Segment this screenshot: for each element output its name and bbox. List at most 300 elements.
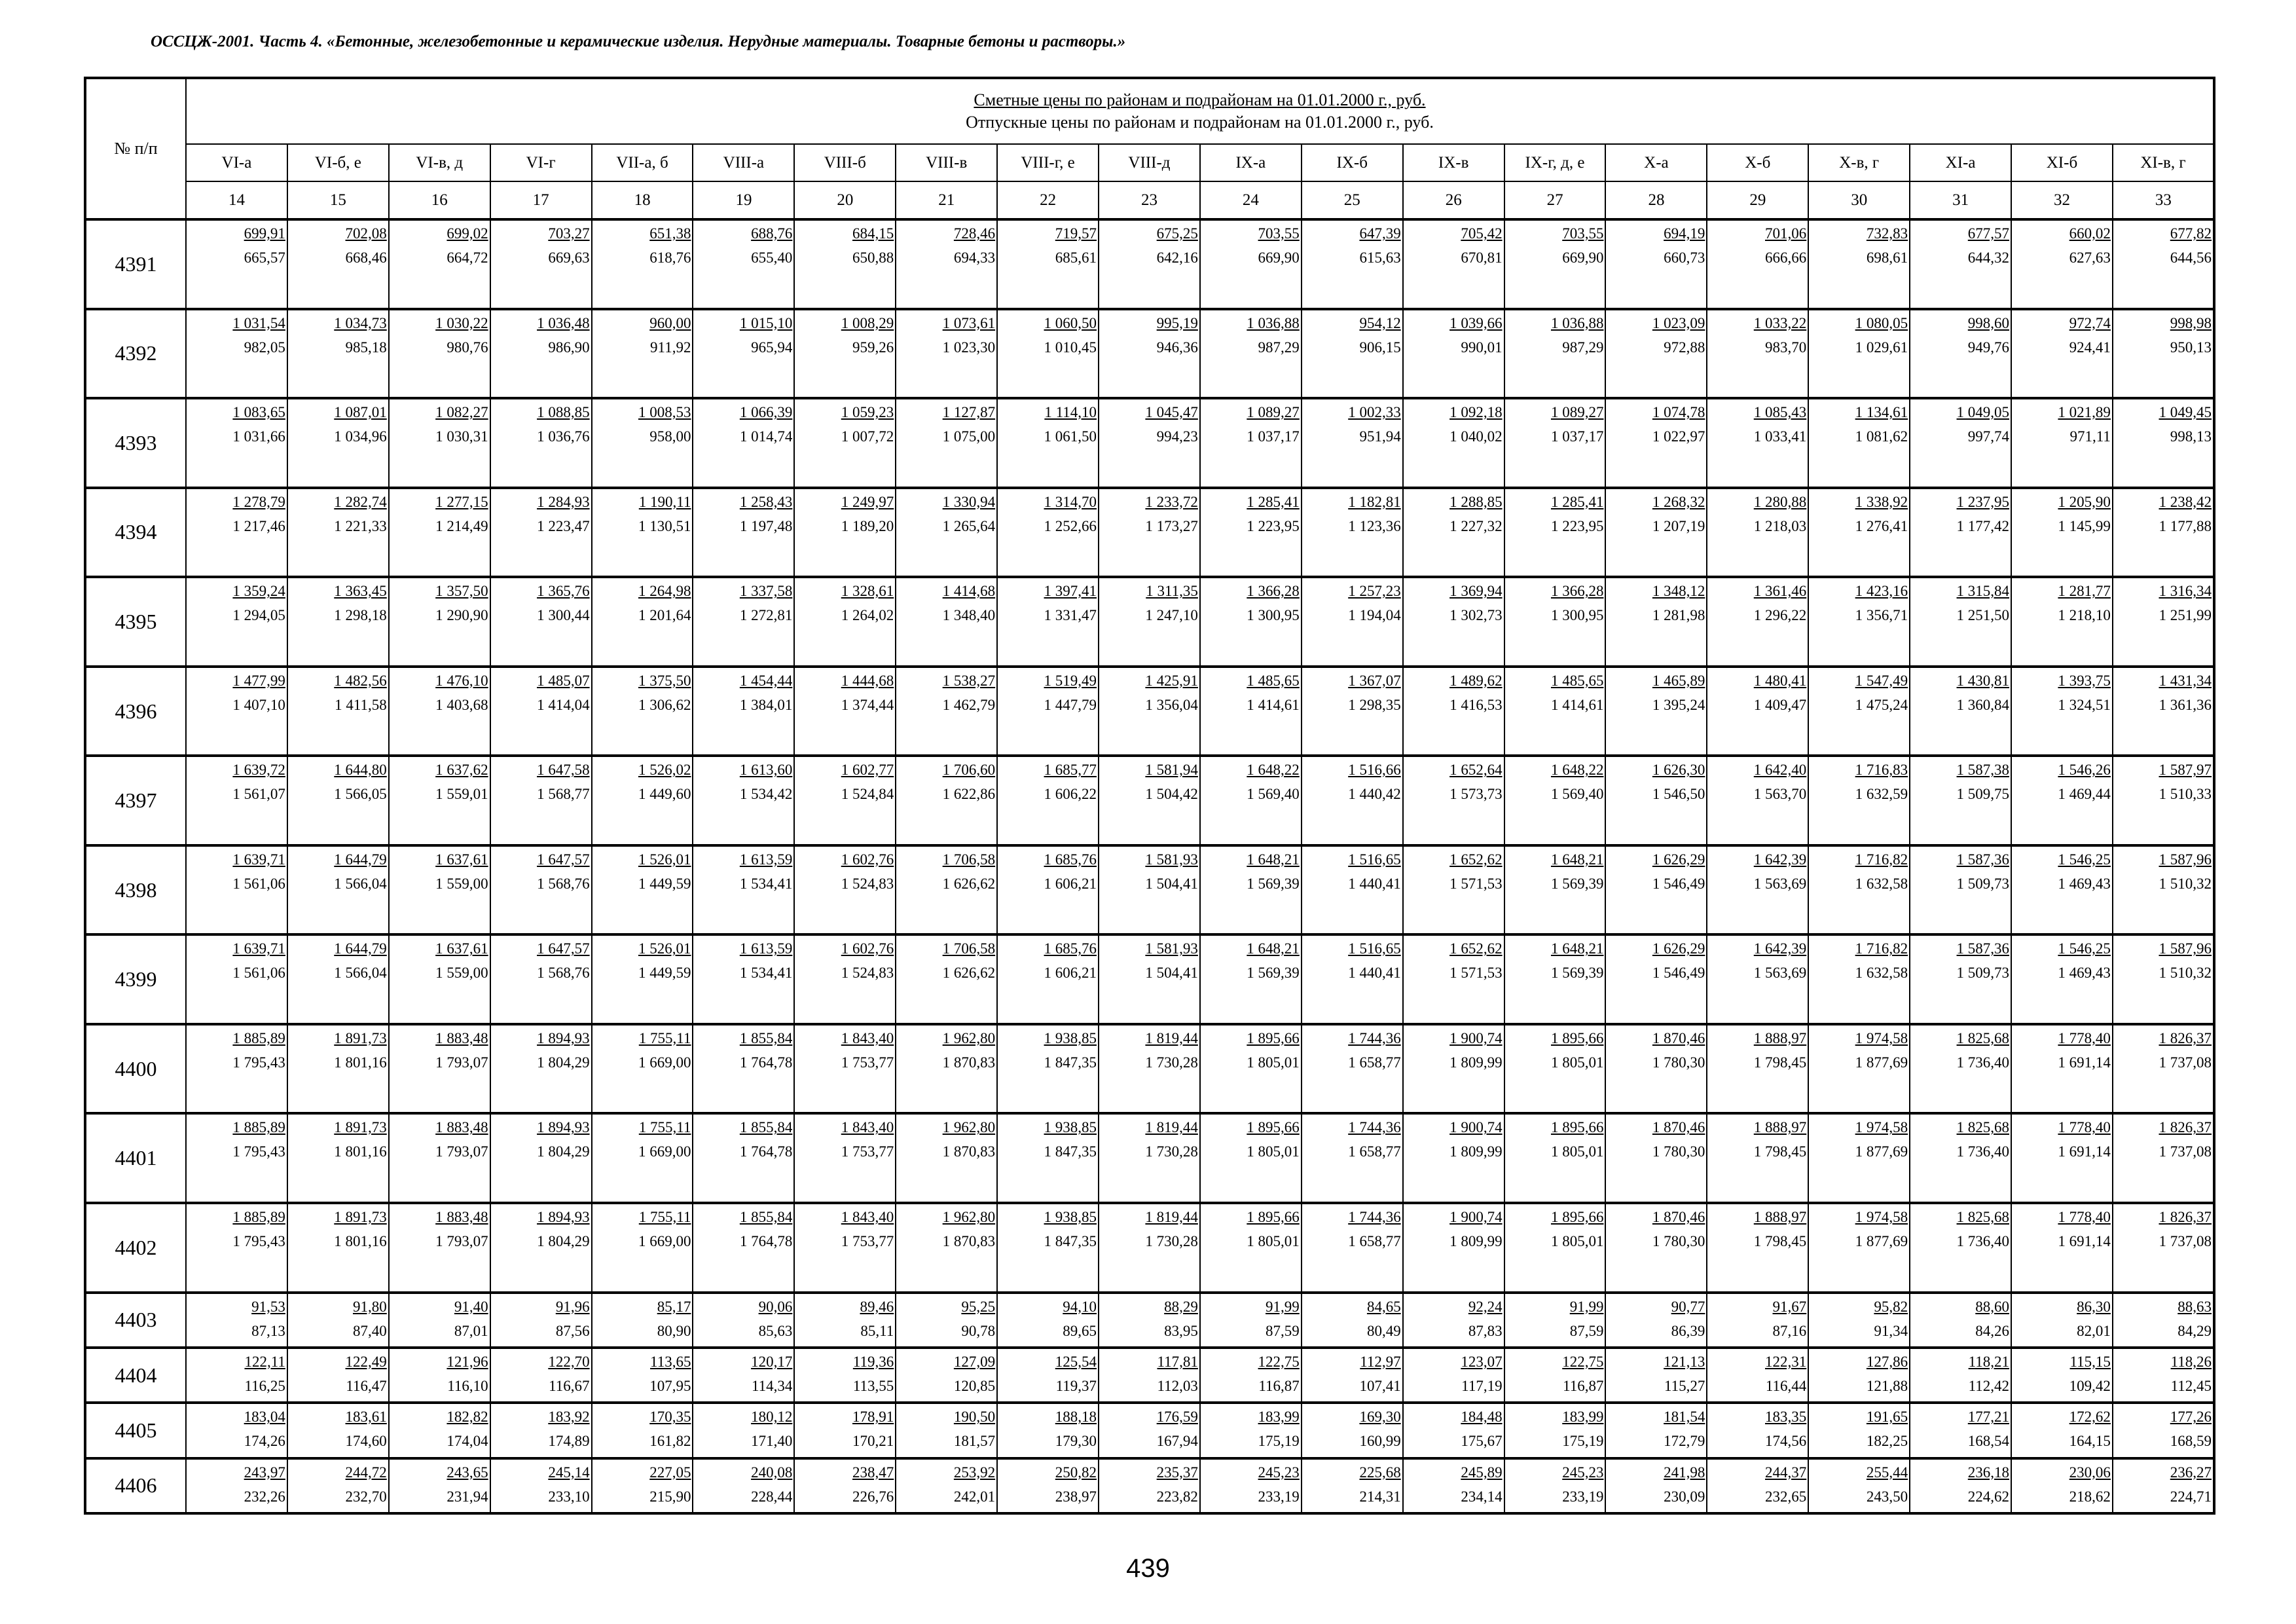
estimated-price: 1 706,58 (942, 851, 996, 868)
price-cell (287, 1113, 389, 1203)
estimated-price: 1 311,35 (1146, 583, 1198, 600)
estimated-price: 701,06 (1765, 225, 1807, 242)
price-cell (997, 1348, 1099, 1403)
price-cell (2011, 1403, 2113, 1458)
estimated-price: 1 826,37 (2159, 1119, 2212, 1136)
estimated-price: 1 423,16 (1855, 583, 1908, 600)
price-cell (1910, 934, 2011, 1024)
price-cell (1403, 1458, 1504, 1513)
price-cell (1099, 1403, 1200, 1458)
price-cell (490, 845, 592, 935)
price-cell (287, 398, 389, 488)
price-cell (1200, 219, 1302, 309)
release-price: 1 632,58 (1855, 965, 1908, 982)
estimated-price: 1 883,48 (435, 1119, 488, 1136)
price-cell (2011, 1348, 2113, 1403)
release-price: 87,59 (1266, 1322, 1300, 1339)
release-price: 175,19 (1562, 1433, 1604, 1450)
price-cell (287, 1403, 389, 1458)
release-price: 1 298,35 (1348, 696, 1401, 713)
price-cell (1707, 845, 1808, 935)
estimated-price: 176,59 (1156, 1409, 1198, 1426)
release-price: 1 870,83 (942, 1054, 996, 1071)
price-cell (389, 1024, 490, 1114)
price-cell (1504, 1024, 1606, 1114)
estimated-price: 1 002,33 (1348, 404, 1401, 421)
price-cell (1200, 1024, 1302, 1114)
price-cell (389, 845, 490, 935)
release-price: 1 029,61 (1855, 339, 1908, 356)
price-cell (794, 577, 896, 667)
estimated-price: 1 397,41 (1044, 583, 1097, 600)
estimated-price: 1 316,34 (2159, 583, 2212, 600)
price-cell (186, 756, 287, 845)
estimated-price: 660,02 (2069, 225, 2111, 242)
estimated-price: 677,82 (2170, 225, 2212, 242)
release-price: 685,61 (1055, 249, 1097, 266)
estimated-price: 1 778,40 (2058, 1029, 2111, 1046)
price-cell (1504, 756, 1606, 845)
price-cell (794, 1203, 896, 1293)
estimated-price: 1 526,02 (638, 762, 691, 779)
table-row (85, 756, 2214, 845)
district-header: VIII-д (1099, 144, 1200, 181)
estimated-price: 122,75 (1258, 1353, 1300, 1370)
release-price: 112,03 (1157, 1377, 1198, 1394)
release-price: 112,45 (2170, 1377, 2212, 1394)
estimated-price: 1 637,61 (435, 851, 488, 868)
estimated-price: 1 895,66 (1550, 1209, 1604, 1226)
release-price: 1 795,43 (232, 1143, 285, 1160)
release-price: 1 736,40 (1956, 1054, 2010, 1071)
estimated-price: 1 587,36 (1956, 851, 2010, 868)
price-cell (1808, 1293, 1910, 1348)
price-cell (2113, 1348, 2214, 1403)
price-cell (490, 1024, 592, 1114)
price-cell (2113, 488, 2214, 578)
estimated-price: 236,27 (2170, 1464, 2212, 1481)
price-cell (1808, 1024, 1910, 1114)
table-row (85, 309, 2214, 399)
estimated-price: 1 288,85 (1449, 493, 1503, 510)
estimated-price: 1 581,93 (1145, 851, 1198, 868)
release-price: 987,29 (1562, 339, 1604, 356)
release-price: 181,57 (953, 1433, 996, 1450)
price-cell (693, 667, 794, 756)
estimated-price: 1 613,60 (739, 762, 793, 779)
estimated-price: 95,82 (1874, 1298, 1908, 1315)
release-price: 1 251,50 (1956, 607, 2010, 624)
price-cell (287, 845, 389, 935)
district-header: X-а (1605, 144, 1707, 181)
column-index: 19 (693, 181, 794, 219)
estimated-price: 1 127,87 (942, 404, 996, 421)
release-price: 224,71 (2170, 1488, 2212, 1505)
estimated-price: 1 755,11 (638, 1029, 691, 1046)
price-cell (1504, 577, 1606, 667)
release-price: 1 764,78 (739, 1054, 793, 1071)
release-price: 1 510,32 (2159, 965, 2212, 982)
release-price: 1 300,44 (537, 607, 590, 624)
estimated-price: 95,25 (961, 1298, 996, 1315)
estimated-price: 1 264,98 (638, 583, 691, 600)
estimated-price: 127,09 (953, 1353, 996, 1370)
release-price: 80,49 (1366, 1322, 1401, 1339)
release-price: 1 569,40 (1247, 786, 1300, 803)
estimated-price: 1 652,62 (1449, 940, 1503, 957)
estimated-price: 1 015,10 (739, 314, 793, 331)
release-price: 971,11 (2069, 428, 2111, 445)
release-price: 665,57 (244, 249, 285, 266)
estimated-price: 88,60 (1975, 1298, 2010, 1315)
release-price: 1 414,61 (1247, 696, 1300, 713)
release-price: 660,73 (1664, 249, 1705, 266)
release-price: 1 780,30 (1652, 1054, 1705, 1071)
release-price: 998,13 (2170, 428, 2212, 445)
estimated-price: 1 613,59 (739, 940, 793, 957)
estimated-price: 1 587,38 (1956, 762, 2010, 779)
release-price: 1 509,73 (1956, 965, 2010, 982)
release-price: 985,18 (345, 339, 387, 356)
price-cell (2011, 219, 2113, 309)
release-price: 1 632,58 (1855, 875, 1908, 892)
estimated-price: 183,92 (548, 1409, 590, 1426)
release-price: 1 407,10 (232, 696, 285, 713)
release-price: 1 563,69 (1753, 875, 1807, 892)
estimated-price: 1 587,97 (2159, 762, 2212, 779)
table-row (85, 1403, 2214, 1458)
release-price: 1 223,95 (1550, 517, 1604, 534)
estimated-price: 1 855,84 (739, 1119, 793, 1136)
release-price: 1 606,21 (1044, 965, 1097, 982)
release-price: 112,42 (1968, 1377, 2010, 1394)
estimated-price: 117,81 (1157, 1353, 1198, 1370)
price-cell (794, 1113, 896, 1203)
price-cell (2113, 309, 2214, 399)
estimated-price: 123,07 (1461, 1353, 1503, 1370)
release-price: 1 809,99 (1449, 1233, 1503, 1250)
estimated-price: 1 036,88 (1247, 314, 1300, 331)
release-price: 90,78 (961, 1322, 996, 1339)
price-cell (592, 309, 693, 399)
estimated-price: 225,68 (1359, 1464, 1401, 1481)
estimated-price: 1 716,82 (1855, 851, 1908, 868)
release-price: 1 561,06 (232, 965, 285, 982)
price-cell (389, 934, 490, 1024)
estimated-price: 94,10 (1063, 1298, 1097, 1315)
estimated-price: 1 205,90 (2058, 493, 2111, 510)
estimated-price: 1 706,60 (942, 762, 996, 779)
estimated-price: 118,26 (2170, 1353, 2212, 1370)
estimated-price: 1 895,66 (1247, 1119, 1300, 1136)
price-cell (794, 1403, 896, 1458)
release-price: 242,01 (953, 1488, 996, 1505)
release-price: 644,56 (2170, 249, 2212, 266)
estimated-price: 1 716,83 (1855, 762, 1908, 779)
district-header: XI-в, г (2113, 144, 2214, 181)
estimated-price: 972,74 (2069, 314, 2111, 331)
price-cell (1302, 1348, 1403, 1403)
price-cell (2011, 845, 2113, 935)
release-price: 1 804,29 (537, 1054, 590, 1071)
release-price: 1 566,05 (334, 786, 387, 803)
estimated-price: 91,99 (1569, 1298, 1604, 1315)
release-price: 1 306,62 (638, 696, 691, 713)
price-cell (1403, 577, 1504, 667)
price-cell (490, 667, 592, 756)
release-price: 1 281,98 (1652, 607, 1705, 624)
estimated-price: 1 642,39 (1753, 851, 1807, 868)
price-cell (186, 488, 287, 578)
release-price: 224,62 (1967, 1488, 2010, 1505)
release-price: 669,90 (1258, 249, 1300, 266)
estimated-price: 121,13 (1664, 1353, 1705, 1370)
price-cell (1302, 1293, 1403, 1348)
estimated-price: 1 249,97 (841, 493, 894, 510)
release-price: 994,23 (1156, 428, 1198, 445)
estimated-price: 960,00 (649, 314, 691, 331)
price-cell (490, 309, 592, 399)
release-price: 1 469,44 (2058, 786, 2111, 803)
release-price: 1 395,24 (1652, 696, 1705, 713)
estimated-price: 1 476,10 (435, 672, 488, 689)
release-price: 1 510,33 (2159, 786, 2212, 803)
row-number: 4399 (85, 934, 186, 1024)
price-cell (1200, 488, 1302, 578)
release-price: 1 753,77 (841, 1143, 894, 1160)
estimated-price: 1 652,62 (1449, 851, 1503, 868)
price-cell (1302, 488, 1403, 578)
estimated-price: 1 238,42 (2159, 493, 2212, 510)
price-cell (693, 845, 794, 935)
release-price: 1 568,76 (537, 965, 590, 982)
price-cell (1504, 1458, 1606, 1513)
release-price: 1 360,84 (1956, 696, 2010, 713)
price-cell (1910, 1113, 2011, 1203)
district-header: IX-г, д, е (1504, 144, 1606, 181)
release-price: 1 798,45 (1753, 1143, 1807, 1160)
price-cell (1504, 1348, 1606, 1403)
price-cell (1200, 756, 1302, 845)
estimated-price: 1 454,44 (739, 672, 793, 689)
estimated-price: 1 639,71 (232, 940, 285, 957)
price-cell (1808, 398, 1910, 488)
title-line-estimated: Сметные цены по районам и подрайонам на 01.01.2000 г., руб. (974, 90, 1426, 109)
estimated-price: 1 885,89 (232, 1209, 285, 1226)
district-header: VIII-а (693, 144, 794, 181)
estimated-price: 1 888,97 (1753, 1029, 1807, 1046)
price-cell (896, 1348, 997, 1403)
estimated-price: 1 755,11 (638, 1119, 691, 1136)
estimated-price: 1 895,66 (1550, 1029, 1604, 1046)
estimated-price: 1 962,80 (942, 1029, 996, 1046)
release-price: 1 877,69 (1855, 1054, 1908, 1071)
estimated-price: 1 602,77 (841, 762, 894, 779)
price-cell (1707, 1113, 1808, 1203)
release-price: 1 223,95 (1247, 517, 1300, 534)
release-price: 1 223,47 (537, 517, 590, 534)
estimated-price: 1 414,68 (942, 583, 996, 600)
estimated-price: 1 087,01 (334, 404, 387, 421)
estimated-price: 703,55 (1258, 225, 1300, 242)
price-cell (1910, 1403, 2011, 1458)
price-cell (490, 219, 592, 309)
estimated-price: 1 088,85 (537, 404, 590, 421)
release-price: 669,90 (1562, 249, 1604, 266)
release-price: 1 509,75 (1956, 786, 2010, 803)
release-price: 117,19 (1461, 1377, 1503, 1394)
release-price: 1 504,41 (1145, 875, 1198, 892)
price-cell (592, 1203, 693, 1293)
price-cell (1605, 667, 1707, 756)
estimated-price: 1 613,59 (739, 851, 793, 868)
price-cell (592, 1348, 693, 1403)
column-index: 15 (287, 181, 389, 219)
row-number: 4393 (85, 398, 186, 488)
release-price: 226,76 (852, 1488, 894, 1505)
estimated-price: 1 369,94 (1449, 583, 1503, 600)
release-price: 1 040,02 (1449, 428, 1503, 445)
release-price: 116,44 (1765, 1377, 1807, 1394)
release-price: 644,32 (1967, 249, 2010, 266)
release-price: 1 411,58 (335, 696, 387, 713)
table-row (85, 845, 2214, 935)
release-price: 997,74 (1967, 428, 2010, 445)
estimated-price: 1 974,58 (1855, 1119, 1908, 1136)
estimated-price: 1 092,18 (1449, 404, 1503, 421)
estimated-price: 1 031,54 (232, 314, 285, 331)
price-cell (794, 309, 896, 399)
price-cell (2113, 845, 2214, 935)
district-header: XI-б (2011, 144, 2113, 181)
release-price: 1 805,01 (1247, 1054, 1300, 1071)
price-cell (1808, 934, 1910, 1024)
release-price: 214,31 (1359, 1488, 1401, 1505)
table-row (85, 398, 2214, 488)
release-price: 116,87 (1258, 1377, 1300, 1394)
release-price: 650,88 (852, 249, 894, 266)
release-price: 168,59 (2170, 1433, 2212, 1450)
price-cell (287, 934, 389, 1024)
release-price: 1 469,43 (2058, 875, 2111, 892)
table-row (85, 1458, 2214, 1513)
district-header: VII-а, б (592, 144, 693, 181)
price-cell (1808, 667, 1910, 756)
release-price: 1 847,35 (1044, 1054, 1097, 1071)
release-price: 1 356,71 (1855, 607, 1908, 624)
price-cell (1605, 309, 1707, 399)
release-price: 1 331,47 (1044, 607, 1097, 624)
row-number: 4403 (85, 1293, 186, 1348)
release-price: 1 847,35 (1044, 1143, 1097, 1160)
price-cell (1504, 1113, 1606, 1203)
estimated-price: 1 895,66 (1247, 1209, 1300, 1226)
release-price: 1 563,70 (1753, 786, 1807, 803)
price-cell (490, 577, 592, 667)
release-price: 982,05 (244, 339, 285, 356)
estimated-price: 1 894,93 (537, 1029, 590, 1046)
table-row (85, 1113, 2214, 1203)
price-cell (693, 1293, 794, 1348)
estimated-price: 1 744,36 (1348, 1119, 1401, 1136)
price-cell (896, 1113, 997, 1203)
table-row (85, 1203, 2214, 1293)
release-price: 1 356,04 (1145, 696, 1198, 713)
price-cell (490, 1203, 592, 1293)
price-cell (1910, 1348, 2011, 1403)
price-cell (794, 219, 896, 309)
estimated-price: 1 365,76 (537, 583, 590, 600)
price-cell (1605, 1458, 1707, 1513)
price-cell (1707, 1293, 1808, 1348)
estimated-price: 995,19 (1156, 314, 1198, 331)
release-price: 1 034,96 (334, 428, 387, 445)
price-cell (997, 309, 1099, 399)
estimated-price: 122,11 (244, 1353, 285, 1370)
estimated-price: 1 489,62 (1449, 672, 1503, 689)
estimated-price: 1 538,27 (942, 672, 996, 689)
estimated-price: 91,96 (555, 1298, 590, 1315)
release-price: 164,15 (2069, 1433, 2111, 1450)
price-cell (1403, 219, 1504, 309)
price-cell (794, 398, 896, 488)
release-price: 1 524,83 (841, 965, 894, 982)
estimated-price: 647,39 (1359, 225, 1401, 242)
column-index: 31 (1910, 181, 2011, 219)
release-price: 1 440,42 (1348, 786, 1401, 803)
price-cell (186, 934, 287, 1024)
price-cell (896, 577, 997, 667)
price-cell (1302, 1203, 1403, 1293)
release-price: 1 793,07 (435, 1233, 488, 1250)
price-cell (794, 1024, 896, 1114)
estimated-price: 1 825,68 (1956, 1209, 2010, 1226)
price-cell (490, 1403, 592, 1458)
price-cell (490, 1113, 592, 1203)
release-price: 1 189,20 (841, 517, 894, 534)
price-cell (1808, 219, 1910, 309)
release-price: 1 207,19 (1652, 517, 1705, 534)
price-cell (1707, 1203, 1808, 1293)
price-cell (389, 1293, 490, 1348)
release-price: 1 534,42 (739, 786, 793, 803)
estimated-price: 1 366,28 (1247, 583, 1300, 600)
release-price: 1 804,29 (537, 1233, 590, 1250)
price-cell (1910, 1024, 2011, 1114)
release-price: 109,42 (2069, 1377, 2111, 1394)
estimated-price: 703,55 (1562, 225, 1604, 242)
price-cell (490, 756, 592, 845)
price-cell (1302, 667, 1403, 756)
release-price: 113,55 (852, 1377, 894, 1394)
price-cell (389, 577, 490, 667)
estimated-price: 230,06 (2069, 1464, 2111, 1481)
row-number: 4402 (85, 1203, 186, 1293)
estimated-price: 1 516,66 (1348, 762, 1401, 779)
release-price: 116,10 (447, 1377, 488, 1394)
release-price: 179,30 (1055, 1433, 1097, 1450)
district-header: VI-а (186, 144, 287, 181)
estimated-price: 85,17 (657, 1298, 691, 1315)
estimated-price: 127,86 (1866, 1353, 1908, 1370)
estimated-price: 169,30 (1359, 1409, 1401, 1426)
price-cell (693, 309, 794, 399)
estimated-price: 1 089,27 (1550, 404, 1604, 421)
estimated-price: 677,57 (1967, 225, 2010, 242)
price-table (84, 77, 2215, 1515)
release-price: 666,66 (1765, 249, 1807, 266)
price-cell (2113, 1024, 2214, 1114)
